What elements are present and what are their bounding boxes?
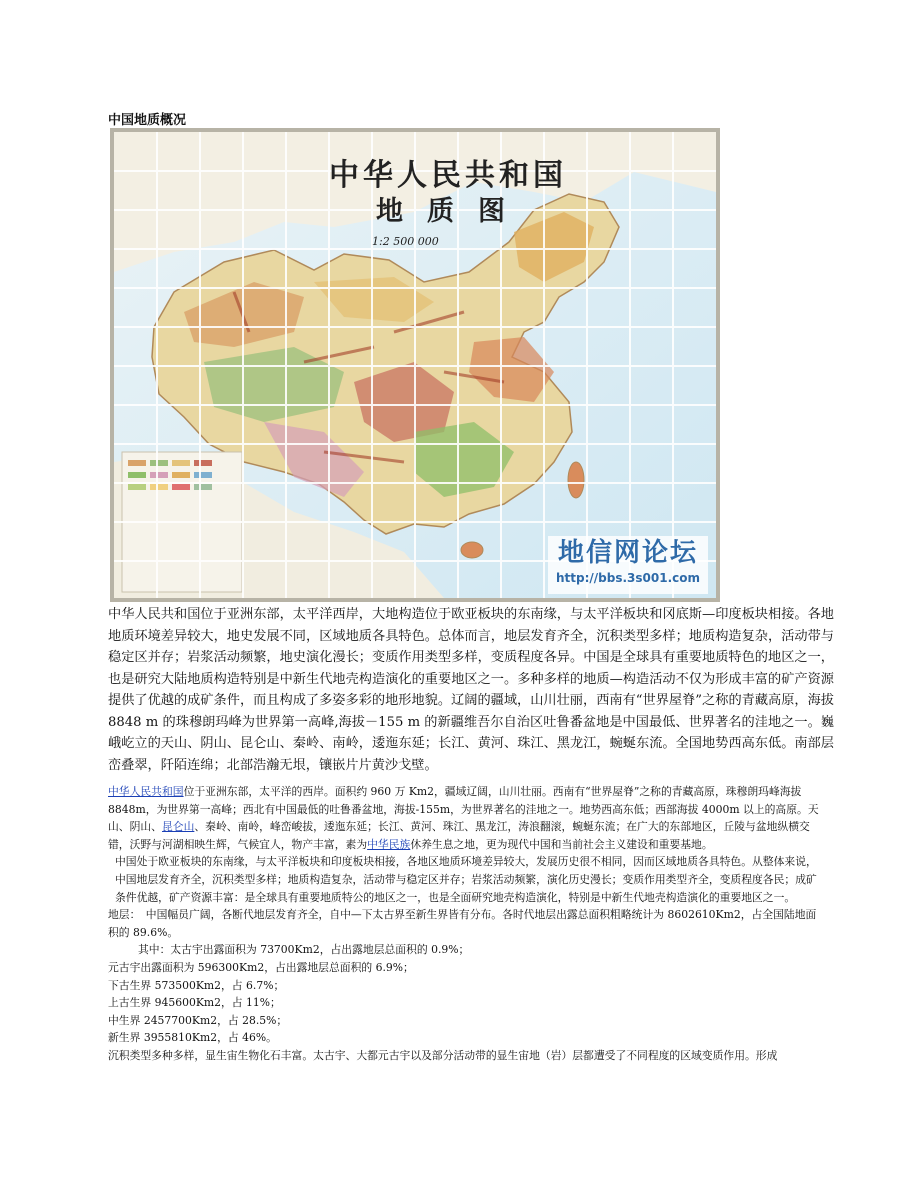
strata-line-mesozoic: 中生界 2457700Km2，占 28.5%； — [108, 1013, 288, 1027]
strata-line-archean: 其中：太古宇出露面积为 73700Km2，占出露地层总面积的 0.9%； — [138, 943, 470, 957]
intro-paragraph: 中华人民共和国位于亚洲东部，太平洋西岸，大地构造位于欧亚板块的东南缘，与太平洋板块和冈底斯—印度板块相接。各地地质环境差异较大，地史发展不同，区域地质各具特色。总体而言，地层发育齐全，沉积类型多样；地质构造复杂，活动带与稳定区并存；岩浆活动频繁，地史演化漫长；变质作用类型多样，变质程度各异。中国是全球具有重要地质特色的地区之一，也是研究大陆地质构造特别是中新生代地壳构造演化的重要地区之一。多种多样的地质—构造活动不仅为形成丰富的矿产资源提供了优越的成矿条件，而且构成了多姿多彩的地形地貌。辽阔的疆域，山川壮丽，西南有“世界屋脊”之称的青藏高原，海拔 8848 m 的珠穆朗玛峰为世界第一高峰,海拔－155 m 的新疆维吾尔自治区吐鲁番盆地是中国最低、世界著名的洼地之一。巍峨屹立的天山、阴山、昆仑山、秦岭、南岭，逶迤东延；长江、黄河、珠江、黑龙江，蜿蜒东流。全国地势西高东低。南部层峦叠翠，阡陌连绵；北部浩瀚无垠，镶嵌片片黄沙戈壁。 — [108, 607, 834, 773]
link-chinese-nation[interactable]: 中华民族 — [367, 837, 411, 851]
overview-text-3: 休养生息之地，更为现代中国和当前社会主义建设和重要基地。 — [410, 837, 713, 851]
map-subtitle: 地质图 — [376, 196, 529, 227]
sedimentary-paragraph: 沉积类型多种多样，显生宙生物化石丰富。太古宇、大都元古宇以及部分活动带的显生宙地（岩）层都遭受了不同程度的区域变质作用。形成 — [108, 1048, 778, 1062]
strata-line-upper-paleozoic: 上古生界 945600Km2，占 11%； — [108, 996, 281, 1010]
body-text — [108, 783, 826, 1065]
map-scale: 1:2 500 000 — [372, 235, 439, 248]
china-geologic-map — [110, 128, 720, 602]
strata-line-lower-paleozoic: 下古生界 573500Km2，占 6.7%； — [108, 978, 285, 992]
tectonic-paragraph: 中国处于欧亚板块的东南缘，与太平洋板块和印度板块相接，各地区地质环境差异较大，发展历史很不相同，因而区域地质各具特色。从整体来说，中国地层发育齐全，沉积类型多样；地质构造复杂，活动带与稳定区并存；岩浆活动频繁，演化历史漫长；变质作用类型齐全，变质程度各民；成矿条件优越，矿产资源丰富：是全球具有重要地质特公的地区之一，也是全面研究地壳构造演化，特别是中新生代地壳构造演化的重要地区之一。 — [115, 855, 817, 904]
overview-text-2: 、秦岭、南岭，峰峦峻拔，逶迤东延；长江、黄河、珠江、黑龙江，涛浪翻滚，蜿蜒东流；在广大的东部地区，丘陵与盆地纵横交错，沃野与河湖相映生辉，气候宜人，物产丰富，素为 — [108, 820, 810, 851]
strata-line-proterozoic: 元古宇出露面积为 596300Km2，占出露地层总面积的 6.9%； — [108, 960, 414, 974]
overview-text-1: 位于亚洲东部，太平洋的西岸。面积约 960 万 Km2，疆域辽阔，山川壮丽。西南有“世界屋脊”之称的青藏高原，珠穆朗玛峰海拔 8848m，为世界第一高峰；西北有中国最低的吐鲁番盆地，海拔-155m，为世界著名的洼地之一。地势西高东低；西部海拔 4000m 以上的高原。天山、阴山、 — [108, 785, 819, 834]
document-title: 中国地质概况 — [108, 113, 187, 128]
watermark-title: 地信网论坛 — [557, 538, 698, 568]
strata-paragraph: 地层： 中国幅员广阔，各断代地层发育齐全，自中—下太古界至新生界皆有分布。各时代地层出露总面积粗略统计为 8602610Km2，占全国陆地面积的 89.6%。 — [108, 908, 817, 939]
overview-paragraph — [108, 783, 826, 853]
strata-line-cenozoic: 新生界 3955810Km2，占 46%。 — [108, 1031, 277, 1045]
map-title: 中华人民共和国 — [329, 158, 567, 193]
watermark — [548, 536, 708, 594]
watermark-url: http://bbs.3s001.com — [555, 571, 700, 585]
link-prc[interactable]: 中华人民共和国 — [108, 785, 184, 798]
link-kunlun[interactable]: 昆仑山 — [161, 820, 195, 834]
